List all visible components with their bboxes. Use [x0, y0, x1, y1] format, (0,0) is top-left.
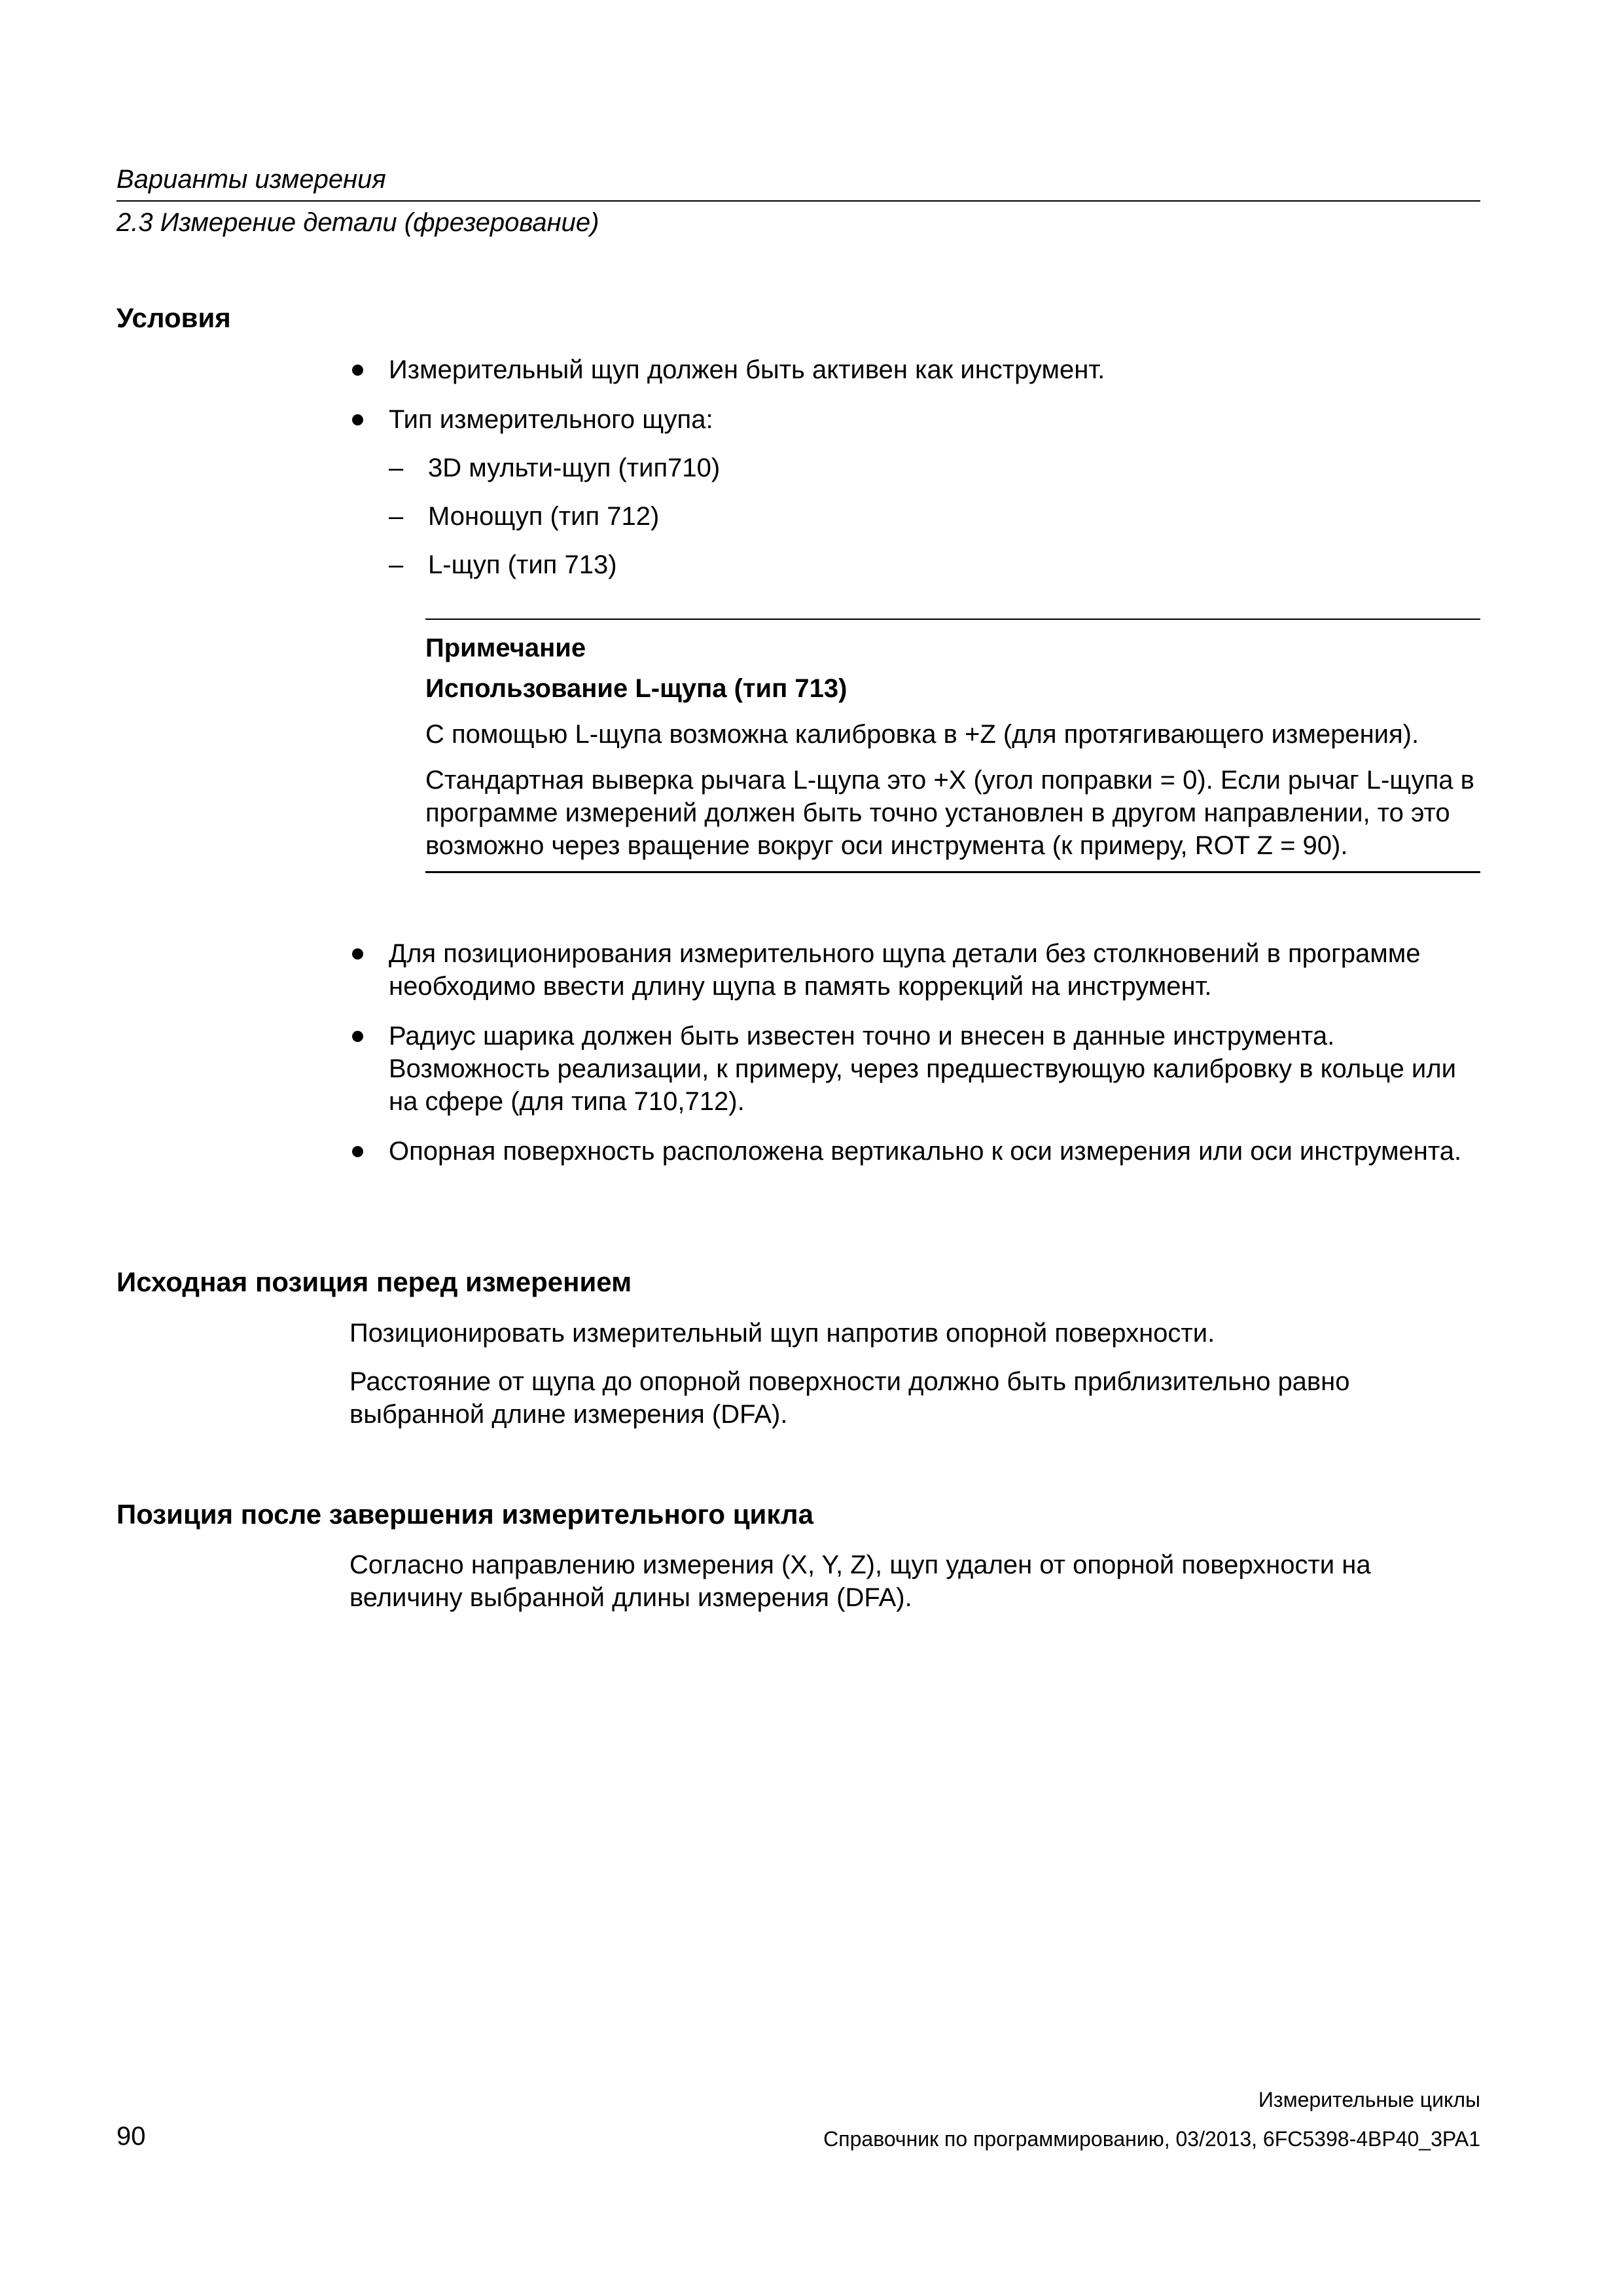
list-item: Для позиционирования измерительного щупа детали без столкновений в программе необходимо ввести длину щупа в память коррекций на инструмент.: [349, 937, 1482, 1003]
note-paragraph: Стандартная выверка рычага L-щупа это +X (угол поправки = 0). Если рычаг L-щупа в программе измерений должен быть точно установлен в другом направлении, то это возможно через вращение вокруг оси инструмента (к примеру, ROT Z = 90).: [425, 766, 1474, 860]
list-item: Измерительный щуп должен быть активен как инструмент.: [349, 353, 1482, 386]
list-item: [349, 403, 1482, 581]
start-position-heading: Исходная позиция перед измерением: [116, 1266, 632, 1297]
note-top-rule: [425, 619, 1480, 620]
footer-reference: Справочник по программированию, 03/2013, 6FC5398-4BP40_3PA1: [823, 2127, 1480, 2151]
conditions-heading: Условия: [116, 302, 231, 333]
list-item-label: Тип измерительного щупа:: [389, 405, 713, 434]
conditions-list-top: [349, 353, 1482, 598]
note-paragraph: С помощью L-щупа возможна калибровка в +Z (для протягивающего измерения).: [425, 720, 1419, 749]
note-bottom-rule: [425, 871, 1480, 873]
probe-type-item: – Монощуп (тип 712): [389, 500, 1482, 533]
paragraph: Расстояние от щупа до опорной поверхности должно быть приблизительно равно выбранной длине измерения (DFA).: [349, 1367, 1350, 1429]
end-position-heading: Позиция после завершения измерительного цикла: [116, 1499, 813, 1530]
probe-type-item: – 3D мульти-щуп (тип710): [389, 452, 1482, 484]
note-box: [425, 619, 1480, 873]
note-subtitle: Использование L-щупа (тип 713): [425, 674, 847, 703]
probe-type-item: – L-щуп (тип 713): [389, 548, 1482, 581]
footer-book-title: Измерительные циклы: [1258, 2088, 1480, 2111]
probe-types-list: [389, 452, 1482, 581]
list-item: Радиус шарика должен быть известен точно и внесен в данные инструмента. Возможность реализации, к примеру, через предшествующую калибровку в кольце или на сфере (для типа 710,712).: [349, 1020, 1482, 1118]
header-section: 2.3 Измерение детали (фрезерование): [116, 208, 599, 237]
paragraph: Согласно направлению измерения (X, Y, Z), щуп удален от опорной поверхности на величину выбранной длины измерения (DFA).: [349, 1551, 1371, 1612]
start-position-body: [349, 1317, 1482, 1446]
paragraph: Позиционировать измерительный щуп напротив опорной поверхности.: [349, 1319, 1215, 1348]
header-chapter: Варианты измерения: [116, 165, 386, 194]
end-position-body: [349, 1549, 1482, 1630]
conditions-list-bottom: [349, 937, 1482, 1185]
note-title: Примечание: [425, 634, 586, 662]
header-rule: [116, 200, 1480, 202]
list-item: Опорная поверхность расположена вертикально к оси измерения или оси инструмента.: [349, 1135, 1482, 1168]
page-number: 90: [116, 2122, 146, 2151]
